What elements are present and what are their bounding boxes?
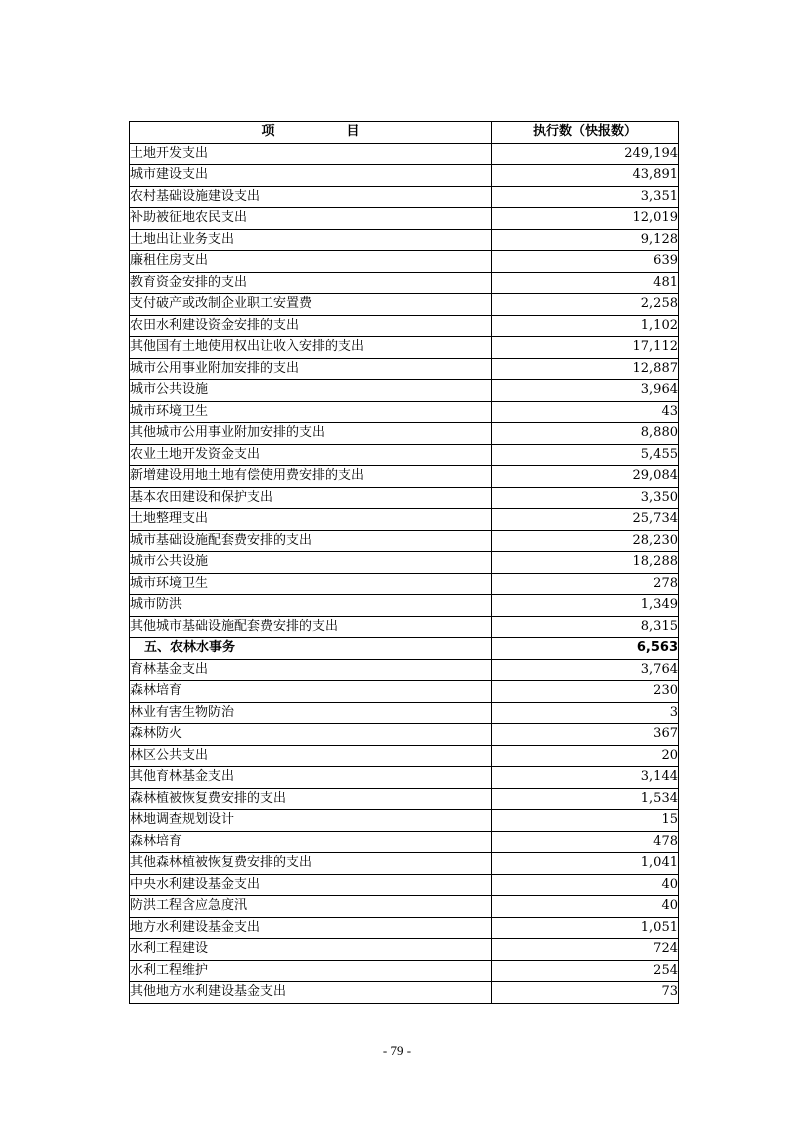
row-value: 1,102 <box>492 315 679 337</box>
row-value: 724 <box>492 939 679 961</box>
table-row <box>130 960 679 982</box>
table-row <box>130 315 679 337</box>
column-header-item-char-2: 目 <box>346 124 360 140</box>
table-row <box>130 229 679 251</box>
row-name: 中央水利建设基金支出 <box>130 874 492 896</box>
table-row <box>130 487 679 509</box>
row-name: 土地整理支出 <box>130 509 492 531</box>
row-value: 367 <box>492 724 679 746</box>
table-row <box>130 251 679 273</box>
table-row <box>130 702 679 724</box>
row-name: 农田水利建设资金安排的支出 <box>130 315 492 337</box>
row-value: 478 <box>492 831 679 853</box>
row-name: 地方水利建设基金支出 <box>130 917 492 939</box>
row-name: 森林防火 <box>130 724 492 746</box>
table-row <box>130 401 679 423</box>
row-name: 水利工程建设 <box>130 939 492 961</box>
row-value: 15 <box>492 810 679 832</box>
row-name: 其他地方水利建设基金支出 <box>130 982 492 1004</box>
table-row <box>130 272 679 294</box>
row-name: 教育资金安排的支出 <box>130 272 492 294</box>
table-row <box>130 745 679 767</box>
row-name: 城市环境卫生 <box>130 573 492 595</box>
row-value: 9,128 <box>492 229 679 251</box>
table-row <box>130 982 679 1004</box>
row-name: 其他育林基金支出 <box>130 767 492 789</box>
row-value: 3,144 <box>492 767 679 789</box>
table-row <box>130 939 679 961</box>
table-row <box>130 917 679 939</box>
table-row <box>130 337 679 359</box>
table-row <box>130 767 679 789</box>
row-name: 森林培育 <box>130 681 492 703</box>
row-name: 农村基础设施建设支出 <box>130 186 492 208</box>
table-row <box>130 810 679 832</box>
table-row <box>130 552 679 574</box>
table-row <box>130 530 679 552</box>
row-value: 1,349 <box>492 595 679 617</box>
row-value: 28,230 <box>492 530 679 552</box>
row-name: 城市公共设施 <box>130 552 492 574</box>
row-name: 水利工程维护 <box>130 960 492 982</box>
table-row <box>130 853 679 875</box>
row-value: 278 <box>492 573 679 595</box>
table-row <box>130 595 679 617</box>
row-value: 230 <box>492 681 679 703</box>
row-value: 8,880 <box>492 423 679 445</box>
table-row <box>130 659 679 681</box>
row-value: 25,734 <box>492 509 679 531</box>
table-row <box>130 466 679 488</box>
row-value: 254 <box>492 960 679 982</box>
table-row <box>130 509 679 531</box>
row-value: 12,887 <box>492 358 679 380</box>
row-value: 40 <box>492 896 679 918</box>
table-row <box>130 724 679 746</box>
row-name: 土地出让业务支出 <box>130 229 492 251</box>
row-name: 其他城市基础设施配套费安排的支出 <box>130 616 492 638</box>
row-value: 481 <box>492 272 679 294</box>
row-name: 其他国有土地使用权出让收入安排的支出 <box>130 337 492 359</box>
table-row <box>130 423 679 445</box>
column-header-item-char-1: 项 <box>261 124 275 140</box>
table-row <box>130 358 679 380</box>
row-name: 林业有害生物防治 <box>130 702 492 724</box>
row-name: 廉租住房支出 <box>130 251 492 273</box>
row-name: 城市环境卫生 <box>130 401 492 423</box>
row-value: 17,112 <box>492 337 679 359</box>
table-row <box>130 788 679 810</box>
section-row <box>130 638 679 660</box>
row-value: 73 <box>492 982 679 1004</box>
row-value: 3 <box>492 702 679 724</box>
row-name: 城市基础设施配套费安排的支出 <box>130 530 492 552</box>
row-value: 18,288 <box>492 552 679 574</box>
row-value: 12,019 <box>492 208 679 230</box>
row-name: 农业土地开发资金支出 <box>130 444 492 466</box>
row-value: 43,891 <box>492 165 679 187</box>
row-name: 新增建设用地土地有偿使用费安排的支出 <box>130 466 492 488</box>
column-header-value: 执行数（快报数） <box>492 122 679 144</box>
table-row <box>130 165 679 187</box>
row-name: 其他城市公用事业附加安排的支出 <box>130 423 492 445</box>
row-value: 3,964 <box>492 380 679 402</box>
row-name: 森林培育 <box>130 831 492 853</box>
page-number: - 79 - <box>382 1043 412 1058</box>
row-name: 城市建设支出 <box>130 165 492 187</box>
expenditure-table <box>129 121 679 1004</box>
row-name: 城市防洪 <box>130 595 492 617</box>
table-row <box>130 143 679 165</box>
row-name: 其他森林植被恢复费安排的支出 <box>130 853 492 875</box>
row-value: 6,563 <box>492 638 679 660</box>
row-value: 3,350 <box>492 487 679 509</box>
row-value: 29,084 <box>492 466 679 488</box>
row-value: 3,764 <box>492 659 679 681</box>
row-name: 防洪工程含应急度汛 <box>130 896 492 918</box>
row-name: 基本农田建设和保护支出 <box>130 487 492 509</box>
row-name: 五、农林水事务 <box>130 638 492 660</box>
table-row <box>130 208 679 230</box>
row-name: 林地调查规划设计 <box>130 810 492 832</box>
table-row <box>130 380 679 402</box>
row-value: 2,258 <box>492 294 679 316</box>
table-row <box>130 831 679 853</box>
row-value: 20 <box>492 745 679 767</box>
table-row <box>130 294 679 316</box>
table-row <box>130 616 679 638</box>
row-value: 5,455 <box>492 444 679 466</box>
table-row <box>130 444 679 466</box>
table-row <box>130 874 679 896</box>
row-value: 8,315 <box>492 616 679 638</box>
table-row <box>130 186 679 208</box>
row-name: 城市公用事业附加安排的支出 <box>130 358 492 380</box>
row-name: 补助被征地农民支出 <box>130 208 492 230</box>
table-row <box>130 573 679 595</box>
row-name: 林区公共支出 <box>130 745 492 767</box>
row-value: 1,041 <box>492 853 679 875</box>
row-value: 639 <box>492 251 679 273</box>
row-value: 249,194 <box>492 143 679 165</box>
row-name: 森林植被恢复费安排的支出 <box>130 788 492 810</box>
table-row <box>130 896 679 918</box>
row-value: 40 <box>492 874 679 896</box>
column-header-item <box>130 122 492 144</box>
row-value: 1,534 <box>492 788 679 810</box>
table-header-row <box>130 122 679 144</box>
row-name: 支付破产或改制企业职工安置费 <box>130 294 492 316</box>
row-value: 43 <box>492 401 679 423</box>
table-body <box>130 143 679 1003</box>
row-name: 土地开发支出 <box>130 143 492 165</box>
row-name: 育林基金支出 <box>130 659 492 681</box>
row-value: 1,051 <box>492 917 679 939</box>
row-value: 3,351 <box>492 186 679 208</box>
row-name: 城市公共设施 <box>130 380 492 402</box>
table-row <box>130 681 679 703</box>
